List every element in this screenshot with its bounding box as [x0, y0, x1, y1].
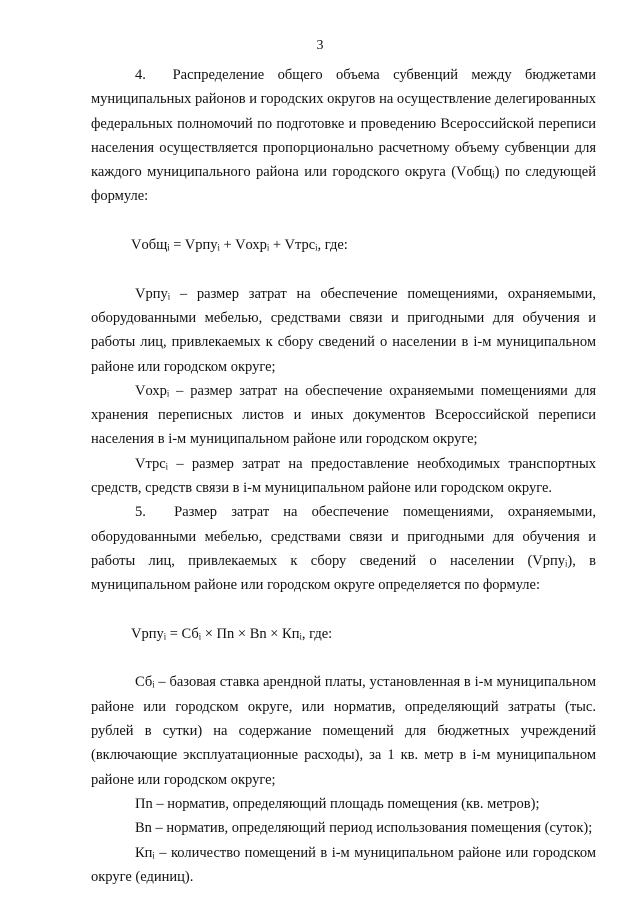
document-body	[91, 63, 596, 889]
formula-vobsh: Vобщᵢ = Vрпуᵢ + Vохрᵢ + Vтрсᵢ, где:	[131, 237, 348, 254]
definition-vrpu: Vрпуᵢ – размер затрат на обеспечение помещениями, охраняемыми, оборудованными мебелью, средствами связи и пригодными для обучения и работы лиц, привлекаемых к сбору сведений о населении в i-м муниципальном районе или городском округе;	[91, 285, 596, 375]
formula-vrpu: Vрпуᵢ = Сбᵢ × Пn × Вn × Кпᵢ, где:	[131, 625, 333, 642]
definition-vtrs: Vтрсᵢ – размер затрат на предоставление необходимых транспортных средств, средств связи в i-м муниципальном районе или городском округе.	[91, 455, 596, 497]
spacer	[91, 598, 596, 622]
definition-pn: Пn – норматив, определяющий площадь помещения (кв. метров);	[135, 795, 540, 812]
spacer	[91, 646, 596, 670]
paragraph-5: 5. Размер затрат на обеспечение помещениями, охраняемыми, оборудованными мебелью, средствами связи и пригодными для обучения и работы лиц, привлекаемых к сбору сведений о населении (Vрпуᵢ), в муниципальном районе или городском округе определяется по формуле:	[91, 504, 596, 594]
definition-sb: Сбᵢ – базовая ставка арендной платы, установленная в i-м муниципальном районе или городском округе, или норматив, определяющий затраты (тыс. рублей в сутки) на содержание помещений для бюджетных учреждений (включающие эксплуатационные расходы), за 1 кв. метр в i-м муниципальном районе или городском округе;	[91, 674, 596, 788]
definition-vohr: Vохрᵢ – размер затрат на обеспечение охраняемыми помещениями для хранения переписных листов и иных документов Всероссийской переписи населения в i-м муниципальном районе или городском округе;	[91, 382, 596, 448]
definition-kp: Кпᵢ – количество помещений в i-м муниципальном районе или городском округе (единиц).	[91, 844, 596, 885]
page-number: 3	[316, 38, 324, 53]
definition-vn: Вn – норматив, определяющий период использования помещения (суток);	[135, 820, 593, 837]
spacer	[91, 257, 596, 281]
paragraph-4: 4. Распределение общего объема субвенций между бюджетами муниципальных районов и городских округов на осуществление делегированных федеральных полномочий по подготовке и проведению Всероссийской переписи населения осуществляется пропорционально расчетному объему субвенции для каждого муниципального района или городского округа (Vобщᵢ) по следующей формуле:	[91, 67, 596, 205]
spacer	[91, 209, 596, 233]
